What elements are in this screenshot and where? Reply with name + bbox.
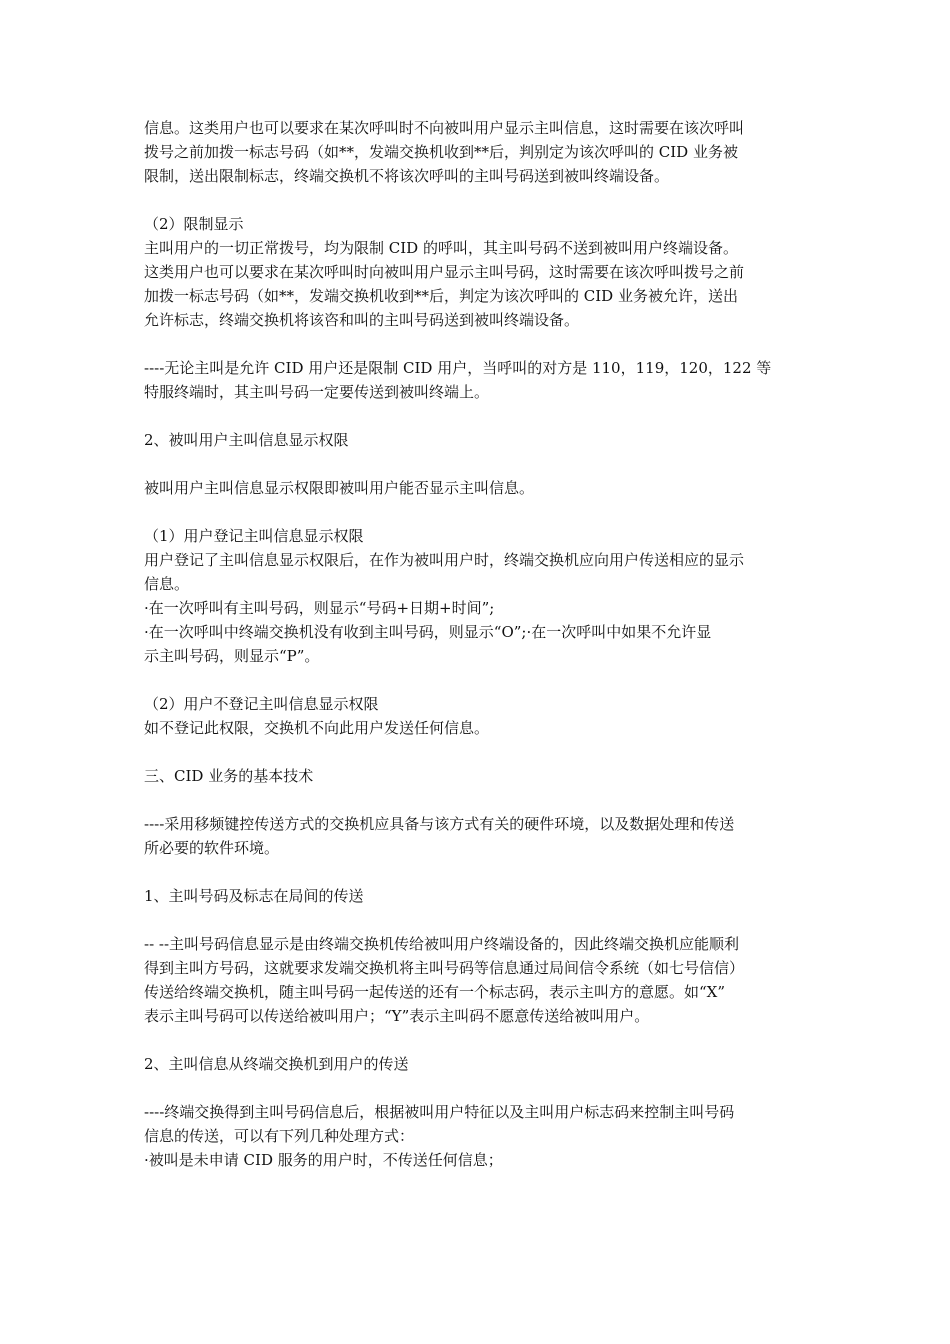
paragraph-gap [144, 188, 810, 212]
text-line: ----采用移频键控传送方式的交换机应具备与该方式有关的硬件环境，以及数据处理和传送 [144, 815, 735, 833]
text-line: 如不登记此权限，交换机不向此用户发送任何信息。 [144, 719, 490, 737]
paragraph-gap [144, 668, 810, 692]
subheading: （2）用户不登记主叫信息显示权限 [144, 695, 379, 713]
text-line: 这类用户也可以要求在某次呼叫时向被叫用户显示主叫号码，这时需要在该次呼叫拨号之前 [144, 263, 745, 281]
paragraph-gap [144, 740, 810, 764]
text-line: 得到主叫方号码，这就要求发端交换机将主叫号码等信息通过局间信令系统（如七号信信） [144, 959, 745, 977]
paragraph-gap [144, 332, 810, 356]
text-line: 示主叫号码，则显示“P”。 [144, 647, 320, 665]
paragraph-gap [144, 788, 810, 812]
paragraph-gap [144, 908, 810, 932]
paragraph-gap [144, 860, 810, 884]
text-line: 特服终端时，其主叫号码一定要传送到被叫终端上。 [144, 383, 490, 401]
text-line: 传送给终端交换机，随主叫号码一起传送的还有一个标志码，表示主叫方的意愿。如“X” [144, 983, 726, 1001]
section-heading: 三、CID 业务的基本技术 [144, 767, 314, 785]
text-line: 主叫用户的一切正常拨号，均为限制 CID 的呼叫，其主叫号码不送到被叫用户终端设备。 [144, 239, 738, 257]
section-heading: 2、主叫信息从终端交换机到用户的传送 [144, 1055, 409, 1073]
section-heading: 1、主叫号码及标志在局间的传送 [144, 887, 364, 905]
paragraph-gap [144, 1028, 810, 1052]
paragraph-gap [144, 404, 810, 428]
text-line: ----无论主叫是允许 CID 用户还是限制 CID 用户，当呼叫的对方是 110，119，120，122 等 [144, 359, 772, 377]
subheading: （1）用户登记主叫信息显示权限 [144, 527, 364, 545]
text-line: 信息。 [144, 575, 190, 593]
text-line: 拨号之前加拨一标志号码（如**，发端交换机收到**后，判别定为该次呼叫的 CID 业务被 [144, 143, 738, 161]
bullet-line: ·在一次呼叫有主叫号码，则显示“号码+日期+时间”; [144, 599, 495, 617]
text-line: 信息的传送，可以有下列几种处理方式： [144, 1127, 415, 1145]
paragraph-gap [144, 500, 810, 524]
subheading: （2）限制显示 [144, 215, 244, 233]
bullet-line: ·被叫是未申请 CID 服务的用户时，不传送任何信息； [144, 1151, 503, 1169]
section-heading: 2、被叫用户主叫信息显示权限 [144, 431, 349, 449]
document-body [144, 116, 810, 1172]
text-line: 加拨一标志号码（如**，发端交换机收到**后，判定为该次呼叫的 CID 业务被允许，送出 [144, 287, 738, 305]
text-line: 用户登记了主叫信息显示权限后，在作为被叫用户时，终端交换机应向用户传送相应的显示 [144, 551, 745, 569]
bullet-line: ·在一次呼叫中终端交换机没有收到主叫号码，则显示“O”;·在一次呼叫中如果不允许显 [144, 623, 712, 641]
text-line: 表示主叫号码可以传送给被叫用户；“Y”表示主叫码不愿意传送给被叫用户。 [144, 1007, 650, 1025]
paragraph-gap [144, 452, 810, 476]
paragraph-gap [144, 1076, 810, 1100]
text-line: 所必要的软件环境。 [144, 839, 280, 857]
text-line: -- --主叫号码信息显示是由终端交换机传给被叫用户终端设备的，因此终端交换机应能顺利 [144, 935, 740, 953]
text-line: 被叫用户主叫信息显示权限即被叫用户能否显示主叫信息。 [144, 479, 535, 497]
text-line: 限制，送出限制标志，终端交换机不将该次呼叫的主叫号码送到被叫终端设备。 [144, 167, 670, 185]
text-line: 信息。这类用户也可以要求在某次呼叫时不向被叫用户显示主叫信息，这时需要在该次呼叫 [144, 119, 745, 137]
text-line: ----终端交换得到主叫号码信息后，根据被叫用户特征以及主叫用户标志码来控制主叫号码 [144, 1103, 735, 1121]
text-line: 允许标志，终端交换机将该咨和叫的主叫号码送到被叫终端设备。 [144, 311, 580, 329]
